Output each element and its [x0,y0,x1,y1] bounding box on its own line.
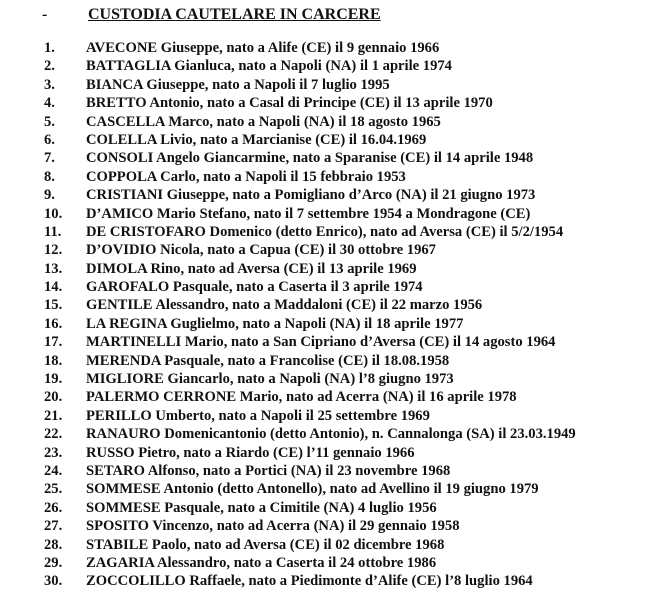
list-item-number: 7. [44,150,55,167]
list-item-number: 21. [44,407,63,424]
list-item [44,388,648,406]
list-item [44,241,648,259]
list-item-number: 30. [44,573,63,590]
list-item-text: BATTAGLIA Gianluca, nato a Napoli (NA) il 1 aprile 1974 [86,58,452,75]
list-item-text: PALERMO CERRONE Mario, nato ad Acerra (NA) il 16 aprile 1978 [86,389,517,406]
list-item-number: 24. [44,462,63,479]
list-item [44,57,648,75]
list-item-number: 9. [44,187,55,204]
list-item [44,517,648,535]
list-item-text: CASCELLA Marco, nato a Napoli (NA) il 18 agosto 1965 [86,113,441,130]
list-item-number: 26. [44,499,63,516]
list-item [44,205,648,223]
list-item [44,149,648,167]
list-item-number: 22. [44,426,63,443]
list-item-number: 27. [44,518,63,535]
list-item-number: 3. [44,76,55,93]
list-item [44,315,648,333]
list-item [44,499,648,517]
list-item-text: LA REGINA Guglielmo, nato a Napoli (NA) il 18 aprile 1977 [86,315,464,332]
list-item [44,352,648,370]
list-item [44,480,648,498]
list-item [44,278,648,296]
list-item [44,425,648,443]
list-item [44,260,648,278]
list-item-text: SOMMESE Antonio (detto Antonello), nato ad Avellino il 19 giugno 1979 [86,481,539,498]
list-item-text: DE CRISTOFARO Domenico (detto Enrico), nato ad Aversa (CE) il 5/2/1954 [86,223,564,240]
list-item [44,536,648,554]
list-item-number: 17. [44,334,63,351]
list-item-text: CONSOLI Angelo Giancarmine, nato a Sparanise (CE) il 14 aprile 1948 [86,150,534,167]
list-item-text: D’OVIDIO Nicola, nato a Capua (CE) il 30 ottobre 1967 [86,242,436,259]
list-item-text: RUSSO Pietro, nato a Riardo (CE) l’11 gennaio 1966 [86,444,415,461]
list-item [44,333,648,351]
list-item-text: SETARO Alfonso, nato a Portici (NA) il 23 novembre 1968 [86,462,451,479]
list-item-number: 1. [44,40,55,56]
list-item-number: 25. [44,481,63,498]
list-item-text: COPPOLA Carlo, nato a Napoli il 15 febbraio 1953 [86,168,406,185]
list-item-text: ZAGARIA Alessandro, nato a Caserta il 24 ottobre 1986 [86,554,437,571]
list-item [44,76,648,94]
list-item-number: 19. [44,371,63,388]
list-item-text: GAROFALO Pasquale, nato a Caserta il 3 aprile 1974 [86,279,423,296]
list-item-number: 20. [44,389,63,406]
heading-dash: - [42,6,48,23]
custody-list [44,39,648,591]
list-item-number: 2. [44,58,55,75]
list-item-text: MIGLIORE Giancarlo, nato a Napoli (NA) l’8 giugno 1973 [86,371,454,388]
list-item [44,370,648,388]
list-item-number: 6. [44,131,55,148]
heading-title: CUSTODIA CAUTELARE IN CARCERE [88,6,381,23]
list-item-number: 8. [44,168,55,185]
list-item [44,168,648,186]
list-item [44,407,648,425]
list-item-text: ZOCCOLILLO Raffaele, nato a Piedimonte d’Alife (CE) l’8 luglio 1964 [86,573,533,590]
list-item-text: BRETTO Antonio, nato a Casal di Principe (CE) il 13 aprile 1970 [86,95,493,112]
list-item-text: AVECONE Giuseppe, nato a Alife (CE) il 9 gennaio 1966 [86,40,440,56]
list-item [44,113,648,131]
list-item-number: 29. [44,554,63,571]
list-item-text: DIMOLA Rino, nato ad Aversa (CE) il 13 aprile 1969 [86,260,417,277]
list-item [44,94,648,112]
list-item-number: 14. [44,279,63,296]
list-item-number: 4. [44,95,55,112]
list-item [44,462,648,480]
list-item-number: 5. [44,113,55,130]
list-item-text: D’AMICO Mario Stefano, nato il 7 settembre 1954 a Mondragone (CE) [86,205,531,222]
list-item [44,444,648,462]
list-item-text: GENTILE Alessandro, nato a Maddaloni (CE) il 22 marzo 1956 [86,297,483,314]
list-item [44,572,648,590]
list-item-text: COLELLA Livio, nato a Marcianise (CE) il 16.04.1969 [86,131,427,148]
list-item [44,186,648,204]
list-item-number: 28. [44,536,63,553]
list-item-number: 16. [44,315,63,332]
list-item-text: BIANCA Giuseppe, nato a Napoli il 7 luglio 1995 [86,76,390,93]
list-item [44,131,648,149]
list-item [44,39,648,57]
list-item-number: 18. [44,352,63,369]
list-item [44,554,648,572]
list-item-text: RANAURO Domenicantonio (detto Antonio), n. Cannalonga (SA) il 23.03.1949 [86,426,576,443]
list-item-number: 12. [44,242,63,259]
list-item-text: SPOSITO Vincenzo, nato ad Acerra (NA) il 29 gennaio 1958 [86,518,460,535]
list-item-text: SOMMESE Pasquale, nato a Cimitile (NA) 4 luglio 1956 [86,499,437,516]
list-item-number: 15. [44,297,63,314]
list-item-text: PERILLO Umberto, nato a Napoli il 25 settembre 1969 [86,407,430,424]
list-item-number: 13. [44,260,63,277]
list-item-number: 11. [44,223,62,240]
list-item-text: CRISTIANI Giuseppe, nato a Pomigliano d’Arco (NA) il 21 giugno 1973 [86,187,536,204]
list-item-text: MARTINELLI Mario, nato a San Cipriano d’Aversa (CE) il 14 agosto 1964 [86,334,556,351]
list-item [44,296,648,314]
list-item-number: 10. [44,205,63,222]
list-item-number: 23. [44,444,63,461]
list-item-text: STABILE Paolo, nato ad Aversa (CE) il 02 dicembre 1968 [86,536,445,553]
list-item [44,223,648,241]
list-item-text: MERENDA Pasquale, nato a Francolise (CE) il 18.08.1958 [86,352,450,369]
